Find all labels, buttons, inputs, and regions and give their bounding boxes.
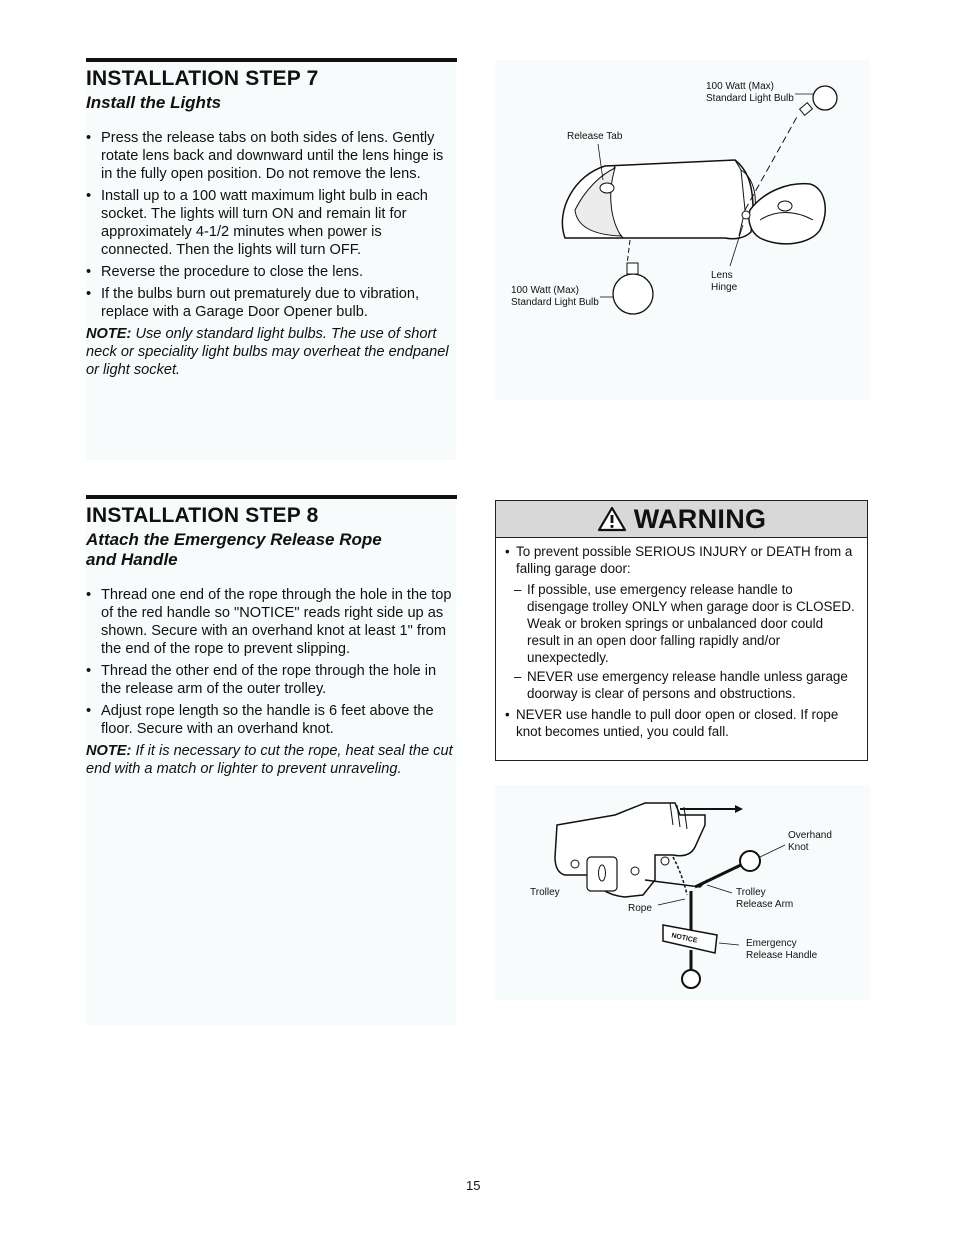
list-item: • If the bulbs burn out prematurely due to vibration, replace with a Garage Door Opener bulb. bbox=[86, 285, 457, 321]
note-text: Use only standard light bulbs. The use of short neck or speciality light bulbs may overheat the endpanel or light socket. bbox=[86, 326, 449, 378]
list-item: • Press the release tabs on both sides of lens. Gently rotate lens back and downward until the lens hinge is in the fully open position. Do not remove the lens. bbox=[86, 129, 457, 183]
light-lens-illustration bbox=[495, 60, 870, 400]
note-label: NOTE: bbox=[86, 326, 132, 342]
step7-section bbox=[86, 58, 457, 379]
warning-bullet: • To prevent possible SERIOUS INJURY or DEATH from a falling garage door: bbox=[505, 543, 857, 577]
step7-list bbox=[86, 129, 457, 321]
label-emergency-release-handle: Emergency Release Handle bbox=[746, 938, 818, 961]
page-number: 15 bbox=[466, 1178, 481, 1193]
list-item: • Install up to a 100 watt maximum light bulb in each socket. The lights will turn ON and remain lit for approximately 4-1/2 minutes when power is connected. Then the lights will turn OFF. bbox=[86, 187, 457, 259]
list-item: • Reverse the procedure to close the lens. bbox=[86, 263, 457, 281]
step7-subtitle: Install the Lights bbox=[86, 93, 222, 112]
list-item: • Thread one end of the rope through the hole in the top of the red handle so "NOTICE" reads right side up as shown. Secure with an overhand knot at least 1" from the end of the rope to prevent slipping. bbox=[86, 586, 457, 658]
warning-body bbox=[496, 538, 867, 740]
warning-triangle-icon bbox=[597, 506, 627, 532]
note-text: If it is necessary to cut the rope, heat seal the cut end with a match or lighter to prevent unraveling. bbox=[86, 743, 453, 777]
label-bulb-top: 100 Watt (Max) Standard Light Bulb bbox=[706, 81, 794, 104]
step8-title: INSTALLATION STEP 8 bbox=[86, 504, 319, 527]
step7-note bbox=[86, 325, 457, 379]
label-overhand-knot: Overhand Knot bbox=[788, 830, 832, 853]
label-trolley-release-arm: Trolley Release Arm bbox=[736, 887, 794, 910]
step7-title: INSTALLATION STEP 7 bbox=[86, 67, 319, 90]
warning-title: WARNING bbox=[633, 503, 767, 534]
step8-list bbox=[86, 586, 457, 738]
step8-rule bbox=[86, 495, 457, 499]
step7-rule bbox=[86, 58, 457, 62]
label-lens-hinge: Lens Hinge bbox=[711, 270, 738, 293]
label-rope: Rope bbox=[628, 903, 652, 914]
list-item: • Adjust rope length so the handle is 6 feet above the floor. Secure with an overhand knot. bbox=[86, 702, 457, 738]
label-bulb-bottom: 100 Watt (Max) Standard Light Bulb bbox=[511, 285, 599, 308]
list-item: • Thread the other end of the rope through the hole in the release arm of the outer trolley. bbox=[86, 662, 457, 698]
warning-box bbox=[495, 500, 868, 761]
note-label: NOTE: bbox=[86, 743, 132, 759]
warning-bullet: • NEVER use handle to pull door open or closed. If rope knot becomes untied, you could fall. bbox=[505, 706, 857, 740]
warning-header bbox=[496, 501, 867, 538]
step8-subtitle: Attach the Emergency Release Rope and Handle bbox=[86, 530, 382, 569]
step8-section bbox=[86, 495, 457, 778]
handle-notice-text: NOTICE bbox=[670, 932, 698, 945]
label-trolley: Trolley bbox=[530, 887, 560, 898]
warning-dash: – NEVER use emergency release handle unless garage doorway is clear of persons and obstructions. bbox=[505, 668, 857, 702]
warning-dash: – If possible, use emergency release handle to disengage trolley ONLY when garage door is CLOSED. Weak or broken springs or unbalanced door could result in an open door falling rapidly and/or unexpectedly. bbox=[505, 581, 857, 666]
step8-note bbox=[86, 742, 457, 778]
label-release-tab: Release Tab bbox=[567, 131, 623, 142]
